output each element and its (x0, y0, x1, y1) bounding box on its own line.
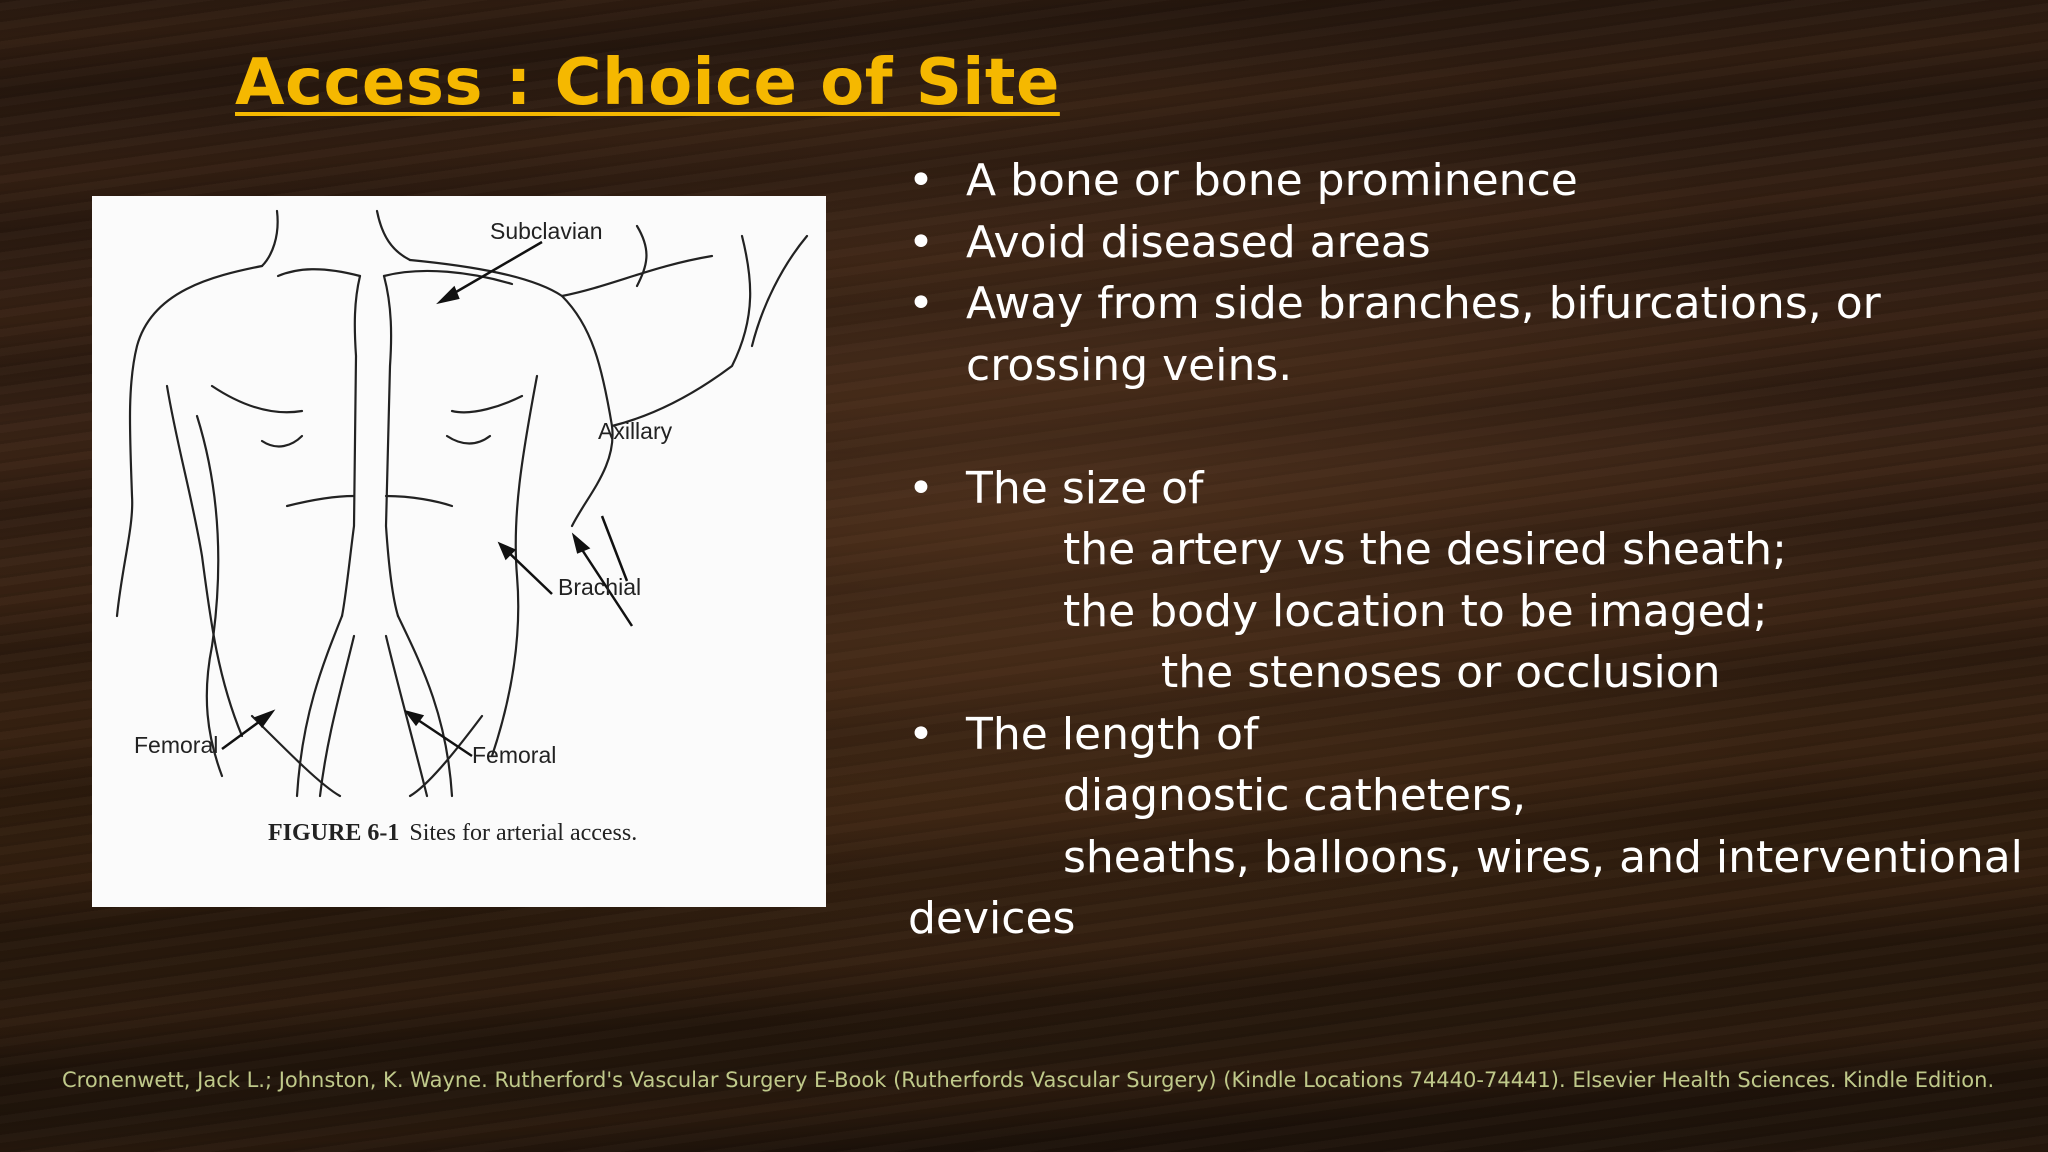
citation: Cronenwett, Jack L.; Johnston, K. Wayne. Rutherford's Vascular Surgery E-Book (Rutherfords Vascular Surgery) (Kindle Locations 74440-74441). Elsevier Health Sciences. Kindle Edition. (62, 1068, 1995, 1092)
figure-caption-text: Sites for arterial access. (409, 820, 638, 846)
bullet-away-from-branches-cont: crossing veins. (966, 339, 1293, 391)
figure-caption-number: FIGURE 6-1 (268, 820, 400, 846)
bullet-spacer (908, 396, 2038, 458)
label-femoral-left: Femoral (134, 732, 219, 758)
figure-caption (268, 820, 637, 847)
bullet-size-of-stenoses: the stenoses or occlusion (1161, 647, 1721, 698)
label-femoral-right: Femoral (472, 742, 557, 768)
label-brachial: Brachial (558, 574, 642, 600)
bullet-size-of-location: the body location to be imaged; (1063, 585, 1768, 637)
torso-illustration (92, 196, 826, 907)
label-axillary: Axillary (598, 418, 673, 444)
label-subclavian: Subclavian (490, 218, 603, 244)
bullet-length-sheaths: sheaths, balloons, wires, and interventional (1063, 831, 2023, 883)
bullet-bone-prominence: • A bone or bone prominence (908, 150, 2038, 212)
bullet-length-catheters: diagnostic catheters, (1063, 770, 1527, 821)
bullet-size-of: • The size of (908, 458, 2038, 520)
slide-title: Access : Choice of Site (235, 46, 1060, 120)
bullet-length-of: • The length of (908, 704, 2038, 766)
bullet-avoid-diseased: • Avoid diseased areas (908, 212, 2038, 274)
arterial-access-figure (92, 196, 826, 907)
bullet-size-of-artery: the artery vs the desired sheath; (1063, 524, 1787, 575)
bullet-away-from-branches: • Away from side branches, bifurcations, or (908, 273, 2038, 335)
bullet-length-devices: devices (908, 893, 1076, 944)
bullet-list (908, 150, 2038, 950)
